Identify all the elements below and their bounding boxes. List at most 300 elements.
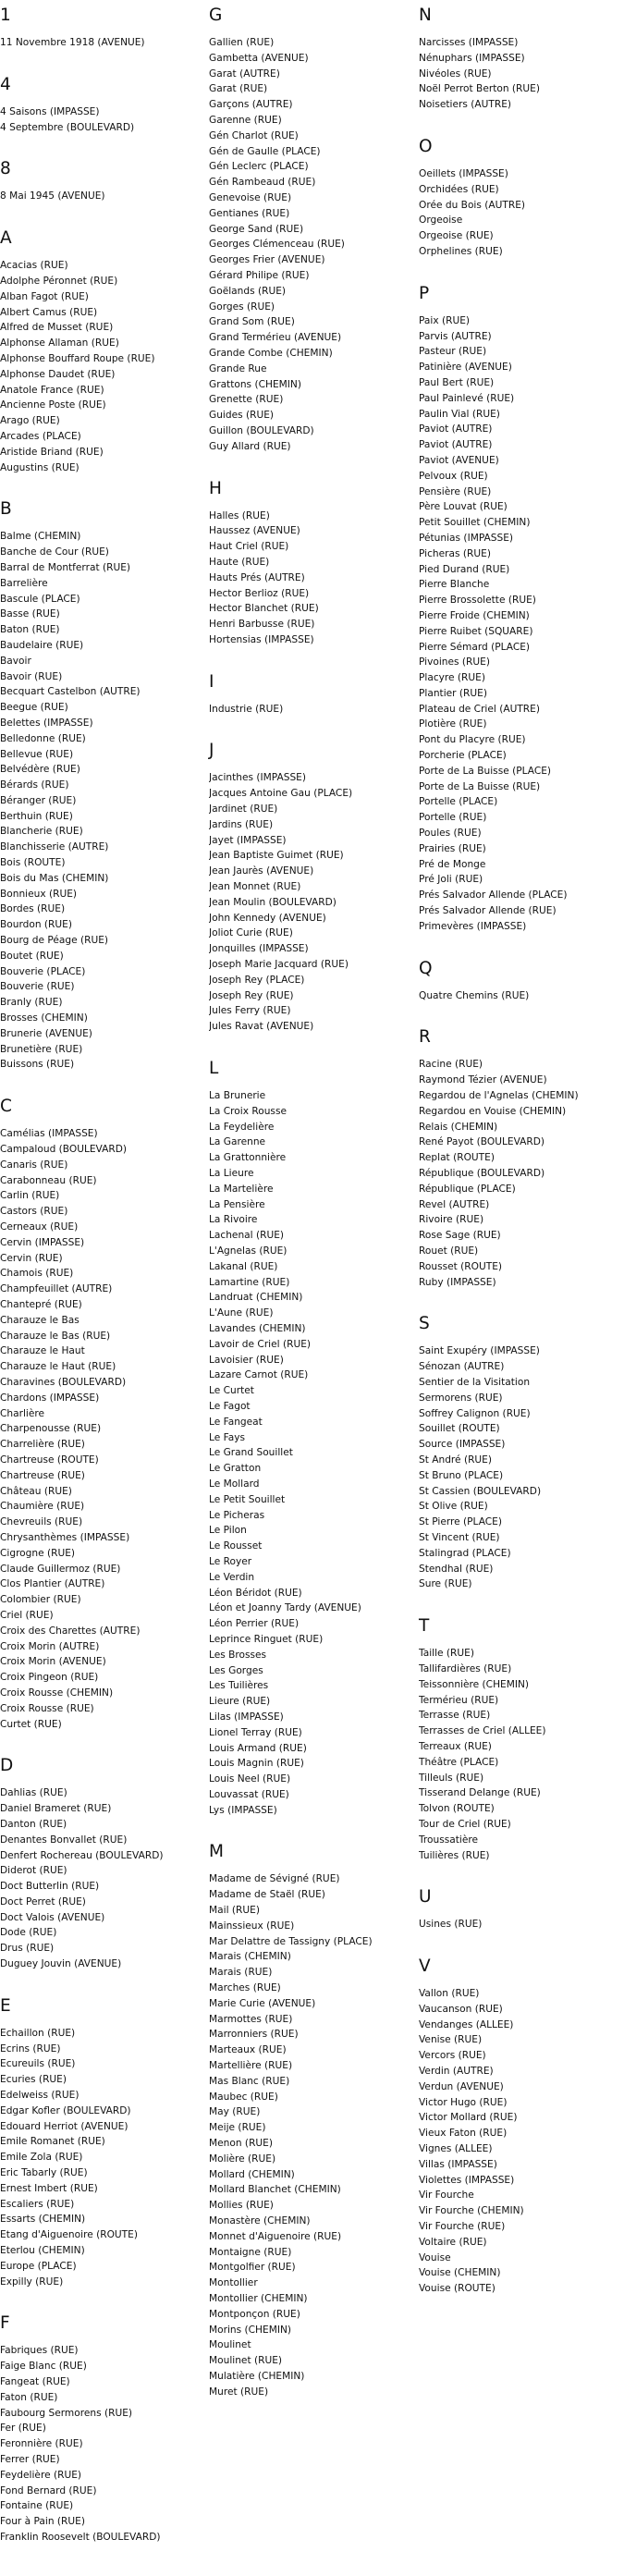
- street-item[interactable]: Montollier (CHEMIN): [209, 2293, 308, 2304]
- street-item[interactable]: Bordes (RUE): [0, 903, 66, 915]
- street-item[interactable]: Racine (RUE): [419, 1059, 483, 1071]
- street-item[interactable]: Jacques Antoine Gau (PLACE): [209, 788, 353, 800]
- street-item[interactable]: Grattons (CHEMIN): [209, 378, 301, 390]
- street-item[interactable]: Emile Zola (RUE): [0, 2152, 83, 2164]
- street-item[interactable]: Pensière (RUE): [419, 485, 492, 497]
- street-item[interactable]: Henri Barbusse (RUE): [209, 619, 315, 631]
- street-item[interactable]: Marie Curie (AVENUE): [209, 1997, 316, 2009]
- street-item[interactable]: Paul Bert (RUE): [419, 376, 495, 388]
- street-item[interactable]: Gentianes (RUE): [209, 207, 290, 219]
- street-item[interactable]: Grande Rue: [209, 362, 267, 374]
- street-item[interactable]: Augustins (RUE): [0, 461, 80, 473]
- street-item[interactable]: Noël Perrot Berton (RUE): [419, 83, 540, 95]
- street-item[interactable]: Hauts Prés (AUTRE): [209, 571, 305, 583]
- street-item[interactable]: Balme (CHEMIN): [0, 531, 81, 543]
- street-item[interactable]: Eterlou (CHEMIN): [0, 2245, 85, 2257]
- street-item[interactable]: Placyre (RUE): [419, 672, 485, 684]
- street-item[interactable]: Le Verdin: [209, 1571, 255, 1583]
- street-item[interactable]: Prairies (RUE): [419, 842, 486, 854]
- street-item[interactable]: George Sand (RUE): [209, 223, 304, 235]
- street-item[interactable]: Fer (RUE): [0, 2423, 46, 2435]
- street-item[interactable]: Primevères (IMPASSE): [419, 920, 527, 932]
- street-item[interactable]: Bavoir (RUE): [0, 670, 63, 682]
- street-item[interactable]: John Kennedy (AVENUE): [209, 912, 326, 924]
- street-item[interactable]: Barral de Montferrat (RUE): [0, 561, 131, 573]
- street-item[interactable]: Faige Blanc (RUE): [0, 2361, 87, 2373]
- street-item[interactable]: Faton (RUE): [0, 2391, 58, 2403]
- street-item[interactable]: Marais (CHEMIN): [209, 1951, 291, 1963]
- street-item[interactable]: Pont du Placyre (RUE): [419, 734, 526, 746]
- street-item[interactable]: Daniel Brameret (RUE): [0, 1803, 112, 1815]
- street-item[interactable]: Bascule (PLACE): [0, 593, 80, 605]
- street-item[interactable]: Georges Frier (AVENUE): [209, 254, 325, 266]
- street-item[interactable]: Louis Armand (RUE): [209, 1742, 307, 1754]
- street-item[interactable]: Adolphe Péronnet (RUE): [0, 275, 118, 287]
- street-item[interactable]: Sénozan (AUTRE): [419, 1361, 505, 1373]
- street-item[interactable]: Lilas (IMPASSE): [209, 1711, 284, 1723]
- street-item[interactable]: Taille (RUE): [419, 1648, 474, 1660]
- street-item[interactable]: Père Louvat (RUE): [419, 501, 508, 513]
- street-item[interactable]: Colombier (RUE): [0, 1594, 81, 1606]
- street-item[interactable]: Brosses (CHEMIN): [0, 1012, 88, 1024]
- street-item[interactable]: Tolvon (ROUTE): [419, 1803, 495, 1815]
- street-item[interactable]: Nénuphars (IMPASSE): [419, 52, 525, 64]
- street-item[interactable]: Halles (RUE): [209, 509, 270, 521]
- street-item[interactable]: Diderot (RUE): [0, 1865, 67, 1877]
- street-item[interactable]: Porte de La Buisse (RUE): [419, 780, 541, 792]
- street-item[interactable]: Hortensias (IMPASSE): [209, 633, 314, 645]
- street-item[interactable]: Arcades (PLACE): [0, 430, 81, 442]
- street-item[interactable]: Lavoir de Criel (RUE): [209, 1338, 312, 1350]
- street-item[interactable]: Usines (RUE): [419, 1919, 483, 1931]
- street-item[interactable]: Stendhal (RUE): [419, 1563, 494, 1575]
- street-item[interactable]: Pierre Ruibet (SQUARE): [419, 625, 533, 637]
- street-item[interactable]: Fangeat (RUE): [0, 2376, 70, 2388]
- street-item[interactable]: Garat (AUTRE): [209, 67, 280, 80]
- street-item[interactable]: La Pensière: [209, 1198, 265, 1210]
- street-item[interactable]: Troussatière: [419, 1834, 479, 1846]
- street-item[interactable]: Paix (RUE): [419, 314, 471, 326]
- street-item[interactable]: Montponçon (RUE): [209, 2308, 300, 2320]
- street-item[interactable]: Beegue (RUE): [0, 702, 68, 714]
- street-item[interactable]: Croix Rousse (RUE): [0, 1702, 94, 1714]
- street-item[interactable]: Feronnière (RUE): [0, 2438, 83, 2450]
- street-item[interactable]: Chamois (RUE): [0, 1268, 74, 1280]
- street-item[interactable]: Denantes Bonvallet (RUE): [0, 1834, 128, 1846]
- street-item[interactable]: Le Grand Souillet: [209, 1447, 293, 1459]
- street-item[interactable]: Vouise (ROUTE): [419, 2283, 496, 2295]
- street-item[interactable]: Joseph Marie Jacquard (RUE): [209, 959, 349, 971]
- street-item[interactable]: Albert Camus (RUE): [0, 306, 98, 318]
- street-item[interactable]: Théâtre (PLACE): [419, 1756, 499, 1768]
- street-item[interactable]: Mas Blanc (RUE): [209, 2075, 290, 2087]
- street-item[interactable]: Les Gorges: [209, 1664, 263, 1676]
- street-item[interactable]: Pierre Froide (CHEMIN): [419, 609, 530, 621]
- street-item[interactable]: Marteaux (RUE): [209, 2044, 287, 2056]
- street-item[interactable]: Picheras (RUE): [419, 547, 491, 559]
- street-item[interactable]: Gallien (RUE): [209, 37, 275, 48]
- street-item[interactable]: Carabonneau (RUE): [0, 1174, 97, 1186]
- street-item[interactable]: Barrelière: [0, 577, 48, 589]
- street-item[interactable]: Jean Moulin (BOULEVARD): [209, 896, 336, 908]
- street-item[interactable]: Guillon (BOULEVARD): [209, 424, 314, 436]
- street-item[interactable]: Prés Salvador Allende (PLACE): [419, 889, 568, 902]
- street-item[interactable]: Le Fangeat: [209, 1416, 263, 1428]
- street-item[interactable]: Béranger (RUE): [0, 794, 77, 806]
- street-item[interactable]: Le Fays: [209, 1431, 246, 1443]
- street-item[interactable]: Bois (ROUTE): [0, 857, 66, 869]
- street-item[interactable]: Vendanges (ALLEE): [419, 2018, 514, 2030]
- street-item[interactable]: Croix Morin (AUTRE): [0, 1640, 100, 1652]
- street-item[interactable]: Le Rousset: [209, 1540, 263, 1552]
- street-item[interactable]: Lavandes (CHEMIN): [209, 1322, 306, 1334]
- street-item[interactable]: Georges Clémenceau (RUE): [209, 239, 345, 251]
- street-item[interactable]: Lakanal (RUE): [209, 1260, 278, 1272]
- street-item[interactable]: Paviot (AUTRE): [419, 423, 493, 435]
- street-item[interactable]: Le Gratton: [209, 1463, 262, 1475]
- street-item[interactable]: Garat (RUE): [209, 83, 268, 95]
- street-item[interactable]: Blancherie (RUE): [0, 826, 83, 838]
- street-item[interactable]: Source (IMPASSE): [419, 1439, 506, 1451]
- street-item[interactable]: Rivoire (RUE): [419, 1214, 484, 1226]
- street-item[interactable]: Prés Salvador Allende (RUE): [419, 905, 557, 917]
- street-item[interactable]: Cigrogne (RUE): [0, 1547, 76, 1559]
- street-item[interactable]: Monnet d'Aiguenoire (RUE): [209, 2230, 342, 2242]
- street-item[interactable]: Ancienne Poste (RUE): [0, 399, 106, 411]
- street-item[interactable]: Clos Plantier (AUTRE): [0, 1578, 105, 1590]
- street-item[interactable]: Leprince Ringuet (RUE): [209, 1633, 324, 1645]
- street-item[interactable]: Becquart Castelbon (AUTRE): [0, 686, 141, 698]
- street-item[interactable]: Jean Baptiste Guimet (RUE): [209, 850, 344, 862]
- street-item[interactable]: Poules (RUE): [419, 828, 482, 840]
- street-item[interactable]: Muret (RUE): [209, 2386, 269, 2398]
- street-item[interactable]: Verdun (AVENUE): [419, 2080, 504, 2092]
- street-item[interactable]: Alphonse Allaman (RUE): [0, 337, 119, 350]
- street-item[interactable]: Bellevue (RUE): [0, 748, 74, 760]
- street-item[interactable]: Jean Monnet (RUE): [209, 881, 301, 893]
- street-item[interactable]: Stalingrad (PLACE): [419, 1547, 511, 1559]
- street-item[interactable]: Venise (RUE): [419, 2034, 483, 2046]
- street-item[interactable]: Menon (RUE): [209, 2138, 274, 2150]
- street-item[interactable]: La Martelière: [209, 1183, 274, 1195]
- street-item[interactable]: Fond Bernard (RUE): [0, 2484, 97, 2496]
- street-item[interactable]: Edelweiss (RUE): [0, 2090, 80, 2102]
- street-item[interactable]: Pasteur (RUE): [419, 346, 487, 358]
- street-item[interactable]: Lamartine (RUE): [209, 1276, 290, 1288]
- street-item[interactable]: 8 Mai 1945 (AVENUE): [0, 190, 105, 202]
- street-item[interactable]: St Olive (RUE): [419, 1501, 488, 1513]
- street-item[interactable]: Bavoir: [0, 655, 31, 667]
- street-item[interactable]: Tuilières (RUE): [419, 1849, 490, 1861]
- street-item[interactable]: Bonnieux (RUE): [0, 888, 78, 900]
- street-item[interactable]: Grenette (RUE): [209, 394, 284, 406]
- street-item[interactable]: Alban Fagot (RUE): [0, 290, 89, 302]
- street-item[interactable]: Feydelière (RUE): [0, 2469, 82, 2481]
- street-item[interactable]: Le Pilon: [209, 1525, 247, 1537]
- street-item[interactable]: Marches (RUE): [209, 1982, 281, 1994]
- street-item[interactable]: Charrelière (RUE): [0, 1439, 85, 1451]
- street-item[interactable]: Vignes (ALLEE): [419, 2143, 493, 2155]
- street-item[interactable]: Lazare Carnot (RUE): [209, 1369, 309, 1381]
- street-item[interactable]: Quatre Chemins (RUE): [419, 989, 530, 1001]
- street-item[interactable]: Marmottes (RUE): [209, 2013, 293, 2025]
- street-item[interactable]: République (PLACE): [419, 1183, 516, 1195]
- street-item[interactable]: Terrasses de Criel (ALLEE): [419, 1725, 546, 1737]
- street-item[interactable]: Gén Rambeaud (RUE): [209, 177, 316, 189]
- street-item[interactable]: Revel (AUTRE): [419, 1198, 490, 1210]
- street-item[interactable]: Branly (RUE): [0, 997, 63, 1009]
- street-item[interactable]: Vir Fourche: [419, 2190, 474, 2202]
- street-item[interactable]: Danton (RUE): [0, 1818, 67, 1830]
- street-item[interactable]: Lionel Terray (RUE): [209, 1726, 302, 1738]
- street-item[interactable]: Charlière: [0, 1407, 45, 1419]
- street-item[interactable]: Buissons (RUE): [0, 1059, 75, 1071]
- street-item[interactable]: Léon Perrier (RUE): [209, 1618, 300, 1630]
- street-item[interactable]: Mainssieux (RUE): [209, 1920, 295, 1932]
- street-item[interactable]: Montollier: [209, 2277, 258, 2289]
- street-item[interactable]: Bourdon (RUE): [0, 919, 72, 931]
- street-item[interactable]: Mollard (CHEMIN): [209, 2168, 295, 2180]
- street-item[interactable]: Plateau de Criel (AUTRE): [419, 703, 540, 715]
- street-item[interactable]: St Cassien (BOULEVARD): [419, 1485, 542, 1497]
- street-item[interactable]: Le Curtet: [209, 1385, 254, 1397]
- street-item[interactable]: La Grattonnière: [209, 1152, 287, 1164]
- street-item[interactable]: Louis Neel (RUE): [209, 1773, 291, 1785]
- street-item[interactable]: Jonquilles (IMPASSE): [209, 943, 309, 955]
- street-item[interactable]: Plotière (RUE): [419, 718, 487, 730]
- street-item[interactable]: Le Picheras: [209, 1509, 265, 1521]
- street-item[interactable]: Alphonse Daudet (RUE): [0, 368, 116, 380]
- street-item[interactable]: St Pierre (PLACE): [419, 1516, 502, 1528]
- street-item[interactable]: Regardou en Vouise (CHEMIN): [419, 1105, 567, 1117]
- street-item[interactable]: Jules Ravat (AVENUE): [209, 1021, 314, 1033]
- street-item[interactable]: Moulinet (RUE): [209, 2355, 283, 2367]
- street-item[interactable]: Charauze le Haut (RUE): [0, 1361, 116, 1373]
- street-item[interactable]: Jean Jaurès (AVENUE): [209, 865, 314, 877]
- street-item[interactable]: Regardou de l'Agnelas (CHEMIN): [419, 1090, 579, 1102]
- street-item[interactable]: Chantepré (RUE): [0, 1299, 82, 1310]
- street-item[interactable]: Louvassat (RUE): [209, 1788, 289, 1800]
- street-item[interactable]: Berthuin (RUE): [0, 810, 73, 822]
- street-item[interactable]: Pelvoux (RUE): [419, 470, 488, 482]
- street-item[interactable]: Maubec (RUE): [209, 2091, 278, 2103]
- street-item[interactable]: Franklin Roosevelt (BOULEVARD): [0, 2531, 161, 2543]
- street-item[interactable]: Orchidées (RUE): [419, 183, 499, 195]
- street-item[interactable]: Pré Joli (RUE): [419, 874, 483, 886]
- street-item[interactable]: Marais (RUE): [209, 1967, 273, 1979]
- street-item[interactable]: Le Mollard: [209, 1478, 260, 1490]
- street-item[interactable]: L'Aune (RUE): [209, 1307, 274, 1319]
- street-item[interactable]: Dahlias (RUE): [0, 1787, 67, 1799]
- street-item[interactable]: Mollard Blanchet (CHEMIN): [209, 2184, 341, 2196]
- street-item[interactable]: Four à Pain (RUE): [0, 2516, 85, 2528]
- street-item[interactable]: Vir Fourche (RUE): [419, 2221, 506, 2233]
- street-item[interactable]: Jayet (IMPASSE): [209, 834, 287, 846]
- street-item[interactable]: Etang d'Aiguenoire (ROUTE): [0, 2229, 138, 2241]
- street-item[interactable]: Boutet (RUE): [0, 950, 64, 962]
- street-item[interactable]: May (RUE): [209, 2106, 261, 2118]
- street-item[interactable]: Bouverie (RUE): [0, 981, 75, 993]
- street-item[interactable]: Guides (RUE): [209, 410, 275, 422]
- street-item[interactable]: Grande Combe (CHEMIN): [209, 347, 333, 359]
- street-item[interactable]: Vieux Faton (RUE): [419, 2128, 508, 2140]
- street-item[interactable]: Duguey Jouvin (AVENUE): [0, 1958, 122, 1970]
- street-item[interactable]: Champfeuillet (AUTRE): [0, 1283, 113, 1295]
- street-item[interactable]: Chartreuse (ROUTE): [0, 1454, 99, 1466]
- street-item[interactable]: Mar Delattre de Tassigny (PLACE): [209, 1935, 373, 1947]
- street-item[interactable]: Acacias (RUE): [0, 260, 68, 272]
- street-item[interactable]: Chardons (IMPASSE): [0, 1392, 100, 1404]
- street-item[interactable]: Gén Charlot (RUE): [209, 129, 299, 141]
- street-item[interactable]: Rouet (RUE): [419, 1245, 479, 1257]
- street-item[interactable]: Replat (ROUTE): [419, 1152, 495, 1164]
- street-item[interactable]: Garenne (RUE): [209, 114, 282, 126]
- street-item[interactable]: Tour de Criel (RUE): [419, 1818, 511, 1830]
- street-item[interactable]: Arago (RUE): [0, 415, 60, 427]
- street-item[interactable]: Nivéoles (RUE): [419, 67, 492, 80]
- street-item[interactable]: Le Fagot: [209, 1400, 251, 1412]
- street-item[interactable]: Relais (CHEMIN): [419, 1121, 498, 1133]
- street-item[interactable]: Ecureuils (RUE): [0, 2058, 76, 2070]
- street-item[interactable]: Gén Leclerc (PLACE): [209, 161, 309, 173]
- street-item[interactable]: Vouise: [419, 2251, 451, 2263]
- street-item[interactable]: Industrie (RUE): [209, 703, 284, 715]
- street-item[interactable]: Léon et Joanny Tardy (AVENUE): [209, 1602, 361, 1614]
- street-item[interactable]: Voltaire (RUE): [419, 2236, 487, 2248]
- street-item[interactable]: La Garenne: [209, 1136, 266, 1148]
- street-item[interactable]: Paviot (AVENUE): [419, 454, 499, 466]
- street-item[interactable]: Marronniers (RUE): [209, 2029, 299, 2041]
- street-item[interactable]: Croix des Charettes (AUTRE): [0, 1625, 141, 1637]
- street-item[interactable]: Tisserand Delange (RUE): [419, 1787, 541, 1799]
- street-item[interactable]: Vallon (RUE): [419, 1988, 480, 2000]
- street-item[interactable]: Croix Morin (AVENUE): [0, 1656, 106, 1668]
- street-item[interactable]: Portelle (PLACE): [419, 796, 498, 808]
- street-item[interactable]: Expilly (RUE): [0, 2275, 64, 2288]
- street-item[interactable]: Guy Allard (RUE): [209, 440, 291, 452]
- street-item[interactable]: Victor Mollard (RUE): [419, 2112, 518, 2124]
- street-item[interactable]: Fontaine (RUE): [0, 2500, 74, 2512]
- street-item[interactable]: Plantier (RUE): [419, 687, 487, 699]
- street-item[interactable]: St André (RUE): [419, 1454, 493, 1466]
- street-item[interactable]: Sermorens (RUE): [419, 1392, 503, 1404]
- street-item[interactable]: Carlin (RUE): [0, 1190, 60, 1202]
- street-item[interactable]: Cervin (IMPASSE): [0, 1236, 85, 1248]
- street-item[interactable]: 4 Saisons (IMPASSE): [0, 105, 100, 117]
- street-item[interactable]: Edgar Kofler (BOULEVARD): [0, 2104, 131, 2116]
- street-item[interactable]: Lachenal (RUE): [209, 1230, 285, 1242]
- street-item[interactable]: Jacinthes (IMPASSE): [209, 772, 307, 784]
- street-item[interactable]: Tallifardières (RUE): [419, 1662, 512, 1674]
- street-item[interactable]: Escaliers (RUE): [0, 2198, 75, 2210]
- street-item[interactable]: Cervin (RUE): [0, 1252, 63, 1264]
- street-item[interactable]: Le Petit Souillet: [209, 1493, 286, 1505]
- street-item[interactable]: Orphelines (RUE): [419, 245, 503, 257]
- street-item[interactable]: Brunerie (AVENUE): [0, 1027, 92, 1039]
- street-item[interactable]: Alphonse Bouffard Roupe (RUE): [0, 352, 155, 364]
- street-item[interactable]: Pré de Monge: [419, 858, 486, 870]
- street-item[interactable]: Landruat (CHEMIN): [209, 1292, 303, 1304]
- street-item[interactable]: St Vincent (RUE): [419, 1531, 500, 1543]
- street-item[interactable]: Pierre Brossolette (RUE): [419, 595, 536, 607]
- street-item[interactable]: St Bruno (PLACE): [419, 1469, 504, 1481]
- street-item[interactable]: Basse (RUE): [0, 608, 60, 620]
- street-item[interactable]: Blanchisserie (AUTRE): [0, 841, 109, 853]
- street-item[interactable]: Faubourg Sermorens (RUE): [0, 2407, 133, 2419]
- street-item[interactable]: La Feydelière: [209, 1121, 275, 1133]
- street-item[interactable]: Vaucanson (RUE): [419, 2003, 503, 2015]
- street-item[interactable]: Molière (RUE): [209, 2153, 276, 2165]
- street-item[interactable]: Paviot (AUTRE): [419, 439, 493, 451]
- street-item[interactable]: Castors (RUE): [0, 1206, 68, 1218]
- street-item[interactable]: Vouise (CHEMIN): [419, 2267, 501, 2279]
- street-item[interactable]: Hector Berlioz (RUE): [209, 587, 310, 599]
- street-item[interactable]: Porte de La Buisse (PLACE): [419, 765, 552, 777]
- street-item[interactable]: Lieure (RUE): [209, 1696, 271, 1708]
- street-item[interactable]: Anatole France (RUE): [0, 384, 104, 396]
- street-item[interactable]: Croix Rousse (CHEMIN): [0, 1687, 114, 1699]
- street-item[interactable]: Sentier de la Visitation: [419, 1376, 531, 1388]
- street-item[interactable]: Cerneaux (RUE): [0, 1221, 79, 1233]
- street-item[interactable]: Violettes (IMPASSE): [419, 2174, 515, 2186]
- street-item[interactable]: Chartreuse (RUE): [0, 1469, 85, 1481]
- street-item[interactable]: Vercors (RUE): [419, 2050, 486, 2062]
- street-item[interactable]: Pied Durand (RUE): [419, 563, 510, 575]
- street-item[interactable]: Château (RUE): [0, 1485, 72, 1497]
- street-item[interactable]: Eric Tabarly (RUE): [0, 2167, 88, 2179]
- street-item[interactable]: Brunetière (RUE): [0, 1043, 83, 1055]
- street-item[interactable]: Madame de Staël (RUE): [209, 1889, 325, 1901]
- street-item[interactable]: Campaloud (BOULEVARD): [0, 1144, 128, 1156]
- street-item[interactable]: Emile Romanet (RUE): [0, 2136, 105, 2148]
- street-item[interactable]: Mollies (RUE): [209, 2200, 274, 2212]
- street-item[interactable]: Monastère (CHEMIN): [209, 2215, 311, 2227]
- street-item[interactable]: Villas (IMPASSE): [419, 2158, 497, 2170]
- street-item[interactable]: Orgeoise (RUE): [419, 230, 494, 242]
- street-item[interactable]: Banche de Cour (RUE): [0, 546, 109, 558]
- street-item[interactable]: Joseph Rey (PLACE): [209, 974, 305, 986]
- street-item[interactable]: Baton (RUE): [0, 624, 60, 636]
- street-item[interactable]: Aristide Briand (RUE): [0, 446, 104, 458]
- street-item[interactable]: Meije (RUE): [209, 2122, 266, 2134]
- street-item[interactable]: Morins (CHEMIN): [209, 2324, 292, 2336]
- street-item[interactable]: Alfred de Musset (RUE): [0, 322, 114, 334]
- street-item[interactable]: Sure (RUE): [419, 1578, 472, 1590]
- street-item[interactable]: Charauze le Bas (RUE): [0, 1330, 111, 1342]
- street-item[interactable]: Ecrins (RUE): [0, 2042, 61, 2055]
- street-item[interactable]: Garçons (AUTRE): [209, 99, 293, 111]
- street-item[interactable]: 4 Septembre (BOULEVARD): [0, 121, 135, 133]
- street-item[interactable]: Narcisses (IMPASSE): [419, 37, 519, 48]
- street-item[interactable]: Victor Hugo (RUE): [419, 2096, 508, 2108]
- street-item[interactable]: Gorges (RUE): [209, 301, 275, 313]
- street-item[interactable]: Mulatière (CHEMIN): [209, 2370, 305, 2382]
- street-item[interactable]: Haut Criel (RUE): [209, 541, 289, 553]
- street-item[interactable]: Montaigne (RUE): [209, 2246, 292, 2258]
- street-item[interactable]: 11 Novembre 1918 (AVENUE): [0, 37, 145, 48]
- street-item[interactable]: Goëlands (RUE): [209, 285, 287, 297]
- street-item[interactable]: Terreaux (RUE): [419, 1740, 492, 1752]
- street-item[interactable]: Bérards (RUE): [0, 779, 69, 791]
- street-item[interactable]: Jardinet (RUE): [209, 803, 278, 816]
- street-item[interactable]: Hector Blanchet (RUE): [209, 603, 319, 615]
- street-item[interactable]: Grand Termérieu (AVENUE): [209, 332, 342, 344]
- street-item[interactable]: Martellière (RUE): [209, 2060, 293, 2072]
- street-item[interactable]: Charavines (BOULEVARD): [0, 1376, 127, 1388]
- street-item[interactable]: Patinière (AVENUE): [419, 362, 512, 374]
- street-item[interactable]: Noisetiers (AUTRE): [419, 99, 512, 111]
- street-item[interactable]: Dode (RUE): [0, 1927, 57, 1939]
